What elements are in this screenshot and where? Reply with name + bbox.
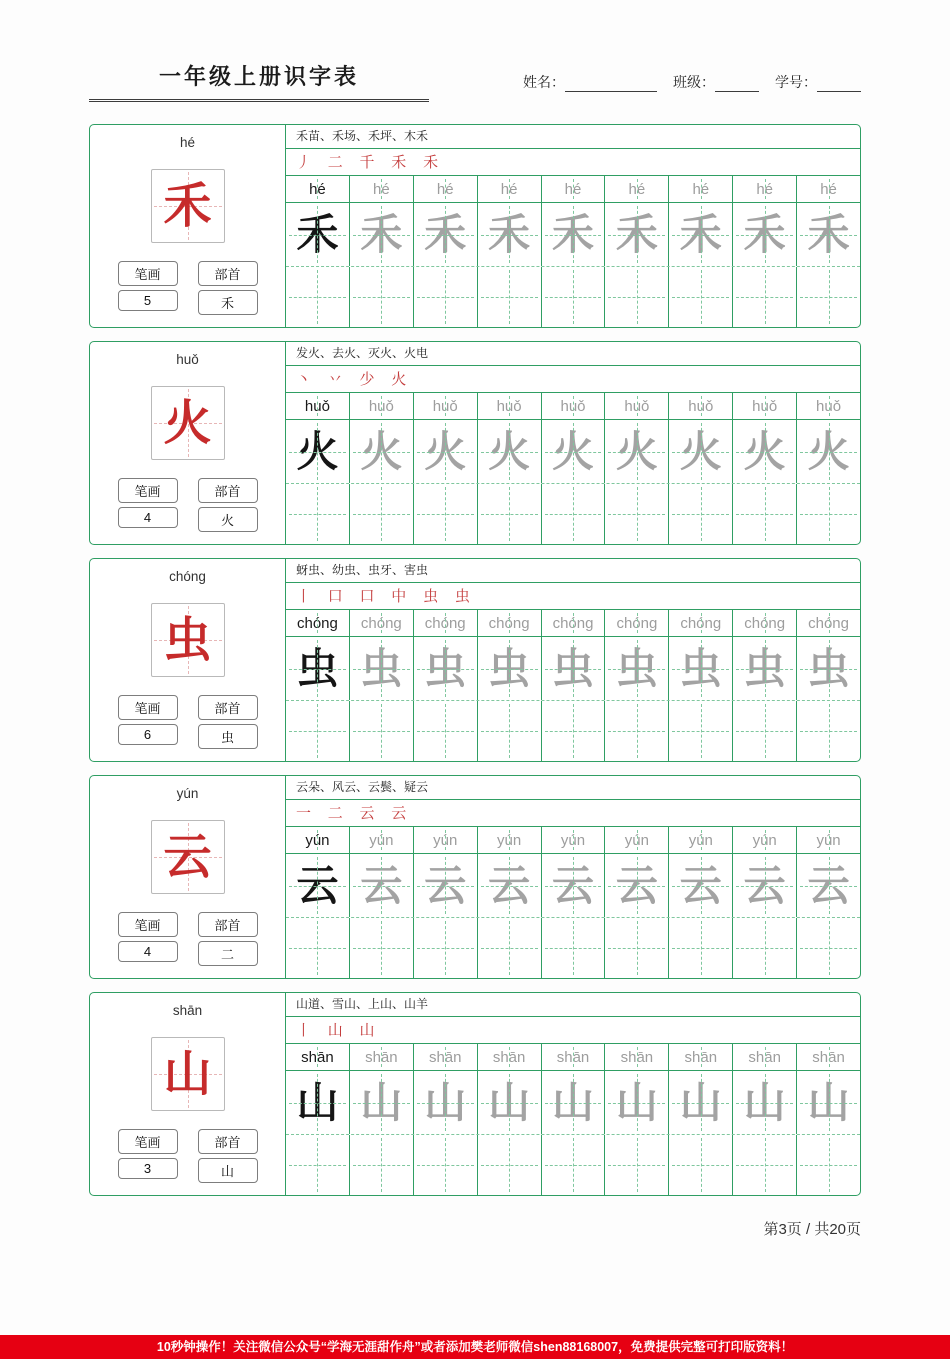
pinyin-cell: shān — [478, 1044, 542, 1070]
char-card-chong — [89, 558, 861, 762]
radical-box — [198, 695, 258, 749]
example-words: 蚜虫、幼虫、虫牙、害虫 — [286, 559, 860, 583]
char-cell: 山 — [733, 1071, 797, 1134]
blank-cell[interactable] — [669, 918, 733, 978]
char-cell: 山 — [797, 1071, 860, 1134]
blank-cell[interactable] — [478, 1135, 542, 1195]
pinyin-cell: huǒ — [605, 393, 669, 419]
character-box — [151, 386, 225, 460]
radical-value: 火 — [198, 507, 258, 532]
main-character: 虫 — [163, 611, 212, 668]
pinyin-cell: huǒ — [669, 393, 733, 419]
card-right-panel — [286, 125, 860, 327]
strokes-value: 3 — [118, 1158, 178, 1179]
char-cell: 虫 — [414, 637, 478, 700]
char-cell: 山 — [414, 1071, 478, 1134]
example-words: 云朵、风云、云鬓、疑云 — [286, 776, 860, 800]
pinyin-cell: yún — [797, 827, 860, 853]
pinyin-cell: huǒ — [414, 393, 478, 419]
card-right-panel — [286, 993, 860, 1195]
main-character: 禾 — [163, 177, 212, 234]
blank-cell[interactable] — [542, 267, 606, 327]
stroke-order: 一 二 云 云 — [286, 800, 860, 827]
stroke-count-box — [118, 695, 178, 749]
char-cell: 云 — [733, 854, 797, 917]
card-left-panel — [90, 776, 286, 978]
blank-cell[interactable] — [414, 267, 478, 327]
blank-cell[interactable] — [286, 267, 350, 327]
char-cell: 云 — [605, 854, 669, 917]
blank-cell[interactable] — [478, 701, 542, 761]
blank-cell[interactable] — [733, 701, 797, 761]
name-label: 姓名： — [523, 74, 565, 90]
blank-practice-row[interactable] — [286, 267, 860, 327]
char-cell: 火 — [669, 420, 733, 483]
char-cell: 禾 — [542, 203, 606, 266]
blank-cell[interactable] — [286, 918, 350, 978]
blank-practice-row[interactable] — [286, 701, 860, 761]
stroke-count-box — [118, 912, 178, 966]
pinyin-cell: chóng — [797, 610, 860, 636]
strokes-value: 5 — [118, 290, 178, 311]
radical-box — [198, 261, 258, 315]
blank-cell[interactable] — [669, 484, 733, 544]
char-card-huo — [89, 341, 861, 545]
blank-cell[interactable] — [733, 1135, 797, 1195]
char-cell: 虫 — [542, 637, 606, 700]
strokes-label: 笔画 — [118, 478, 178, 503]
pinyin-cell: yún — [605, 827, 669, 853]
blank-cell[interactable] — [797, 484, 860, 544]
pinyin-label: huǒ — [176, 352, 199, 367]
pinyin-cell: shān — [669, 1044, 733, 1070]
worksheet-page — [89, 60, 861, 1335]
page-header — [89, 60, 861, 102]
blank-cell[interactable] — [350, 484, 414, 544]
pinyin-label: shān — [172, 1003, 203, 1018]
char-card-shan — [89, 992, 861, 1196]
pinyin-cell: yún — [733, 827, 797, 853]
blank-cell[interactable] — [733, 918, 797, 978]
pinyin-cell: huǒ — [286, 393, 350, 419]
radical-box — [198, 478, 258, 532]
stroke-count-box — [118, 478, 178, 532]
pinyin-label: chóng — [169, 569, 206, 584]
char-cell: 禾 — [797, 203, 860, 266]
char-cell: 山 — [669, 1071, 733, 1134]
char-card-yun — [89, 775, 861, 979]
stroke-order: 丨 口 口 中 虫 虫 — [286, 583, 860, 610]
blank-cell[interactable] — [797, 701, 860, 761]
class-label: 班级： — [673, 74, 715, 90]
card-left-panel — [90, 559, 286, 761]
char-cell: 云 — [797, 854, 860, 917]
pinyin-cell: hé — [669, 176, 733, 202]
stroke-count-box — [118, 1129, 178, 1183]
character-box — [151, 1037, 225, 1111]
student-number-field — [775, 72, 861, 92]
blank-cell[interactable] — [414, 918, 478, 978]
character-practice-row — [286, 420, 860, 484]
main-character: 云 — [163, 828, 212, 885]
radical-label: 部首 — [198, 695, 258, 720]
pinyin-cell: chóng — [733, 610, 797, 636]
pinyin-practice-row — [286, 393, 860, 420]
char-cell: 禾 — [733, 203, 797, 266]
character-box — [151, 820, 225, 894]
char-cell: 云 — [350, 854, 414, 917]
strokes-value: 6 — [118, 724, 178, 745]
pinyin-cell: huǒ — [797, 393, 860, 419]
char-cell: 虫 — [669, 637, 733, 700]
char-cell: 虫 — [286, 637, 350, 700]
char-cell: 禾 — [286, 203, 350, 266]
char-cell: 禾 — [669, 203, 733, 266]
blank-practice-row[interactable] — [286, 1135, 860, 1195]
blank-cell[interactable] — [605, 484, 669, 544]
pinyin-cell: hé — [414, 176, 478, 202]
blank-cell[interactable] — [542, 484, 606, 544]
blank-cell[interactable] — [733, 267, 797, 327]
blank-cell[interactable] — [478, 918, 542, 978]
pinyin-cell: yún — [350, 827, 414, 853]
pinyin-cell: hé — [350, 176, 414, 202]
character-cards — [89, 124, 861, 1196]
pinyin-label: hé — [179, 135, 196, 150]
pinyin-cell: shān — [733, 1044, 797, 1070]
example-words: 山道、雪山、上山、山羊 — [286, 993, 860, 1017]
blank-cell[interactable] — [669, 1135, 733, 1195]
blank-cell[interactable] — [733, 484, 797, 544]
student-info-fields — [523, 72, 861, 102]
blank-cell[interactable] — [605, 701, 669, 761]
char-cell: 火 — [542, 420, 606, 483]
blank-practice-row[interactable] — [286, 484, 860, 544]
stroke-order: 丿 二 千 禾 禾 — [286, 149, 860, 176]
char-cell: 禾 — [414, 203, 478, 266]
radical-label: 部首 — [198, 912, 258, 937]
blank-cell[interactable] — [669, 701, 733, 761]
char-cell: 火 — [286, 420, 350, 483]
pinyin-cell: hé — [733, 176, 797, 202]
pinyin-cell: shān — [414, 1044, 478, 1070]
pinyin-cell: chóng — [286, 610, 350, 636]
pinyin-cell: yún — [669, 827, 733, 853]
pinyin-cell: yún — [286, 827, 350, 853]
blank-cell[interactable] — [478, 484, 542, 544]
pinyin-practice-row — [286, 827, 860, 854]
blank-cell[interactable] — [797, 1135, 860, 1195]
stats-row — [118, 695, 258, 749]
pinyin-cell: shān — [286, 1044, 350, 1070]
blank-cell[interactable] — [350, 701, 414, 761]
blank-cell[interactable] — [350, 1135, 414, 1195]
example-words: 发火、去火、灭火、火电 — [286, 342, 860, 366]
pinyin-cell: chóng — [605, 610, 669, 636]
radical-label: 部首 — [198, 261, 258, 286]
radical-box — [198, 1129, 258, 1183]
character-practice-row — [286, 854, 860, 918]
char-card-he — [89, 124, 861, 328]
character-practice-row — [286, 1071, 860, 1135]
pinyin-cell: huǒ — [542, 393, 606, 419]
blank-cell[interactable] — [797, 267, 860, 327]
card-right-panel — [286, 559, 860, 761]
char-cell: 火 — [733, 420, 797, 483]
stroke-count-box — [118, 261, 178, 315]
char-cell: 云 — [669, 854, 733, 917]
blank-cell[interactable] — [478, 267, 542, 327]
char-cell: 山 — [286, 1071, 350, 1134]
blank-cell[interactable] — [350, 918, 414, 978]
pinyin-cell: hé — [286, 176, 350, 202]
page-number: 第3页 / 共20页 — [763, 1221, 861, 1238]
char-cell: 火 — [350, 420, 414, 483]
blank-cell[interactable] — [542, 1135, 606, 1195]
stroke-order: 丶 丷 少 火 — [286, 366, 860, 393]
char-cell: 禾 — [478, 203, 542, 266]
char-cell: 火 — [478, 420, 542, 483]
pinyin-cell: chóng — [414, 610, 478, 636]
strokes-label: 笔画 — [118, 695, 178, 720]
character-box — [151, 169, 225, 243]
radical-value: 二 — [198, 941, 258, 966]
pinyin-cell: shān — [350, 1044, 414, 1070]
pinyin-cell: yún — [478, 827, 542, 853]
char-cell: 山 — [478, 1071, 542, 1134]
char-cell: 虫 — [350, 637, 414, 700]
pinyin-cell: hé — [797, 176, 860, 202]
strokes-value: 4 — [118, 941, 178, 962]
pinyin-cell: chóng — [478, 610, 542, 636]
radical-value: 虫 — [198, 724, 258, 749]
card-left-panel — [90, 993, 286, 1195]
character-practice-row — [286, 203, 860, 267]
card-right-panel — [286, 342, 860, 544]
pinyin-cell: shān — [542, 1044, 606, 1070]
pinyin-cell: shān — [605, 1044, 669, 1070]
strokes-value: 4 — [118, 507, 178, 528]
blank-cell[interactable] — [542, 701, 606, 761]
blank-cell[interactable] — [414, 1135, 478, 1195]
char-cell: 火 — [414, 420, 478, 483]
char-cell: 火 — [797, 420, 860, 483]
char-cell: 云 — [478, 854, 542, 917]
char-cell: 山 — [350, 1071, 414, 1134]
character-box — [151, 603, 225, 677]
char-cell: 禾 — [350, 203, 414, 266]
strokes-label: 笔画 — [118, 261, 178, 286]
pinyin-practice-row — [286, 1044, 860, 1071]
radical-label: 部首 — [198, 478, 258, 503]
pinyin-practice-row — [286, 610, 860, 637]
promo-banner: 10秒钟操作！关注微信公众号“学海无涯甜作舟”或者添加樊老师微信shen88168007，免费提供完整可打印版资料！ — [0, 1335, 950, 1359]
stats-row — [118, 261, 258, 315]
blank-practice-row[interactable] — [286, 918, 860, 978]
char-cell: 山 — [605, 1071, 669, 1134]
pinyin-cell: huǒ — [733, 393, 797, 419]
pinyin-cell: shān — [797, 1044, 860, 1070]
radical-box — [198, 912, 258, 966]
pinyin-label: yún — [176, 786, 199, 801]
radical-value: 山 — [198, 1158, 258, 1183]
char-cell: 禾 — [605, 203, 669, 266]
card-left-panel — [90, 342, 286, 544]
stroke-order: 丨 山 山 — [286, 1017, 860, 1044]
main-character: 火 — [163, 394, 212, 451]
blank-cell[interactable] — [350, 267, 414, 327]
name-blank-line[interactable] — [565, 79, 657, 92]
char-cell: 云 — [286, 854, 350, 917]
class-field — [673, 72, 759, 92]
char-cell: 云 — [414, 854, 478, 917]
pinyin-cell: chóng — [669, 610, 733, 636]
char-cell: 虫 — [733, 637, 797, 700]
example-words: 禾苗、禾场、禾坪、木禾 — [286, 125, 860, 149]
char-cell: 虫 — [478, 637, 542, 700]
stats-row — [118, 478, 258, 532]
pinyin-cell: yún — [414, 827, 478, 853]
pinyin-cell: hé — [478, 176, 542, 202]
name-field — [523, 72, 657, 92]
blank-cell[interactable] — [669, 267, 733, 327]
pinyin-cell: hé — [542, 176, 606, 202]
stats-row — [118, 912, 258, 966]
blank-cell[interactable] — [286, 701, 350, 761]
strokes-label: 笔画 — [118, 1129, 178, 1154]
radical-label: 部首 — [198, 1129, 258, 1154]
blank-cell[interactable] — [605, 918, 669, 978]
pinyin-cell: chóng — [350, 610, 414, 636]
main-character: 山 — [163, 1045, 212, 1102]
character-practice-row — [286, 637, 860, 701]
radical-value: 禾 — [198, 290, 258, 315]
strokes-label: 笔画 — [118, 912, 178, 937]
pinyin-cell: hé — [605, 176, 669, 202]
blank-cell[interactable] — [414, 701, 478, 761]
pinyin-practice-row — [286, 176, 860, 203]
blank-cell[interactable] — [414, 484, 478, 544]
pinyin-cell: huǒ — [350, 393, 414, 419]
char-cell: 山 — [542, 1071, 606, 1134]
card-right-panel — [286, 776, 860, 978]
student-number-label: 学号： — [775, 74, 817, 90]
student-number-blank-line[interactable] — [817, 79, 861, 92]
pinyin-cell: yún — [542, 827, 606, 853]
card-left-panel — [90, 125, 286, 327]
pinyin-cell: huǒ — [478, 393, 542, 419]
blank-cell[interactable] — [542, 918, 606, 978]
blank-cell[interactable] — [286, 484, 350, 544]
blank-cell[interactable] — [605, 1135, 669, 1195]
char-cell: 火 — [605, 420, 669, 483]
class-blank-line[interactable] — [715, 79, 759, 92]
char-cell: 虫 — [797, 637, 860, 700]
page-title: 一年级上册识字表 — [89, 60, 429, 102]
char-cell: 云 — [542, 854, 606, 917]
stats-row — [118, 1129, 258, 1183]
pinyin-cell: chóng — [542, 610, 606, 636]
blank-cell[interactable] — [286, 1135, 350, 1195]
blank-cell[interactable] — [797, 918, 860, 978]
char-cell: 虫 — [605, 637, 669, 700]
blank-cell[interactable] — [605, 267, 669, 327]
